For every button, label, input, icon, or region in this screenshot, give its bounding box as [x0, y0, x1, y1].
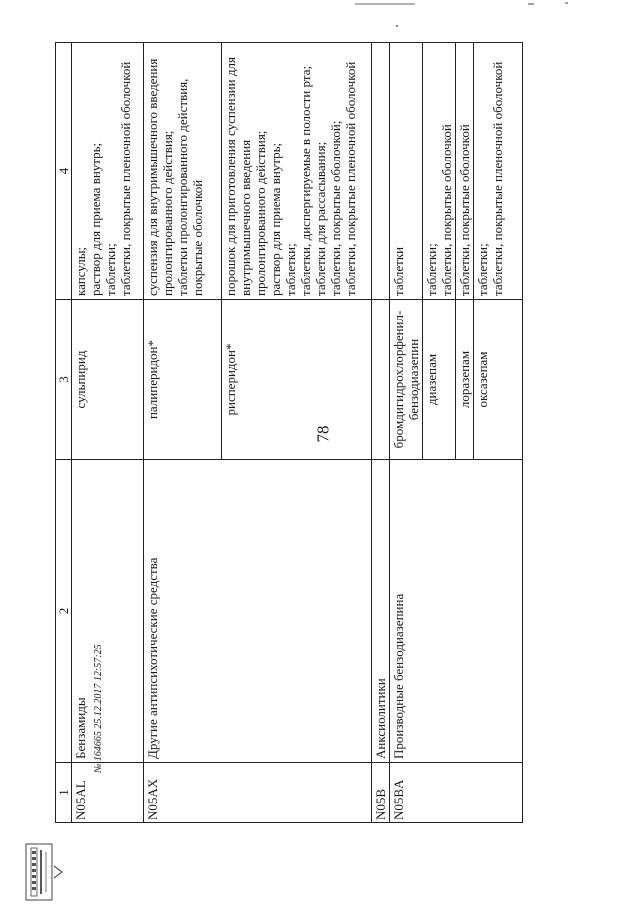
drug-name: диазепам [423, 300, 456, 460]
dosage-form: таблетки, диспергируемые в полости рта; [298, 65, 313, 296]
atc-code: N05B [372, 763, 390, 823]
header-col-4: 4 [56, 43, 72, 300]
dosage-form: таблетки пролонгированного действия, покрытые оболочкой [175, 78, 205, 296]
rotated-table-frame [55, 43, 620, 823]
dosage-forms [474, 43, 523, 300]
dosage-forms [423, 43, 456, 300]
seal-logo [22, 842, 66, 902]
dosage-form: раствор для приема внутрь; [268, 142, 283, 296]
dosage-forms [72, 43, 144, 300]
drug-name: оксазепам [474, 300, 523, 460]
table-row [72, 43, 144, 823]
table-container [55, 43, 620, 823]
atc-code: N05BA [390, 763, 523, 823]
dosage-form: таблетки, покрытые оболочкой [457, 124, 472, 296]
scan-artifact [396, 25, 398, 27]
header-col-3: 3 [56, 300, 72, 460]
dosage-form: таблетки [391, 246, 406, 296]
document-stamp: № 164665 25.12.2017 12:57:25 [93, 644, 104, 773]
header-col-1: 1 [56, 763, 72, 823]
drug-name: палиперидон* [144, 300, 222, 460]
dosage-form: таблетки, покрытые оболочкой; [328, 120, 343, 296]
dosage-forms [222, 43, 372, 300]
drug-name: рисперидон* [222, 300, 372, 460]
drug-list-table [55, 42, 523, 823]
dosage-form: суспензия для внутримышечного введения пролонгированного действия; [145, 58, 175, 296]
table-row [372, 43, 390, 823]
atc-code: N05AX [144, 763, 372, 823]
drug-name: лоразепам [456, 300, 474, 460]
dosage-forms [456, 43, 474, 300]
dosage-form: таблетки, покрытые пленочной оболочкой [118, 61, 133, 296]
scan-artifact [565, 2, 568, 4]
atc-group: Бензамиды [72, 460, 144, 763]
dosage-form: капсулы; [73, 246, 88, 296]
dosage-forms [144, 43, 222, 300]
dosage-forms [372, 43, 390, 300]
dosage-form: таблетки для рассасывания; [313, 141, 328, 296]
dosage-form: порошок для приготовления суспензии для внутримышечного введения пролонгированного действия; [223, 57, 268, 296]
table-row [390, 43, 423, 823]
table-header-row [56, 43, 72, 823]
dosage-form: таблетки, покрытые пленочной оболочкой [343, 61, 358, 296]
atc-code: N05AL [72, 763, 144, 823]
dosage-forms [390, 43, 423, 300]
page-number: 78 [313, 425, 333, 443]
dosage-form: таблетки; [283, 243, 298, 296]
dosage-form: раствор для приема внутрь; [88, 142, 103, 296]
drug-name: сульпирид [72, 300, 144, 460]
atc-group: Другие антипсихотические средства [144, 460, 372, 763]
dosage-form: таблетки; [424, 243, 439, 296]
dosage-form: таблетки, покрытые оболочкой [439, 124, 454, 296]
atc-group: Производные бензодиазепина [390, 460, 523, 763]
drug-name: бромдигидрохлорфенил-бензодиазепин [390, 300, 423, 460]
scan-artifact [355, 3, 415, 5]
drug-name [372, 300, 390, 460]
scan-artifact [528, 3, 534, 5]
table-row [144, 43, 222, 823]
dosage-form: таблетки, покрытые пленочной оболочкой [490, 61, 505, 296]
dosage-form: таблетки; [475, 243, 490, 296]
header-col-2: 2 [56, 460, 72, 763]
dosage-form: таблетки; [103, 243, 118, 296]
atc-group: Анксиолитики [372, 460, 390, 763]
